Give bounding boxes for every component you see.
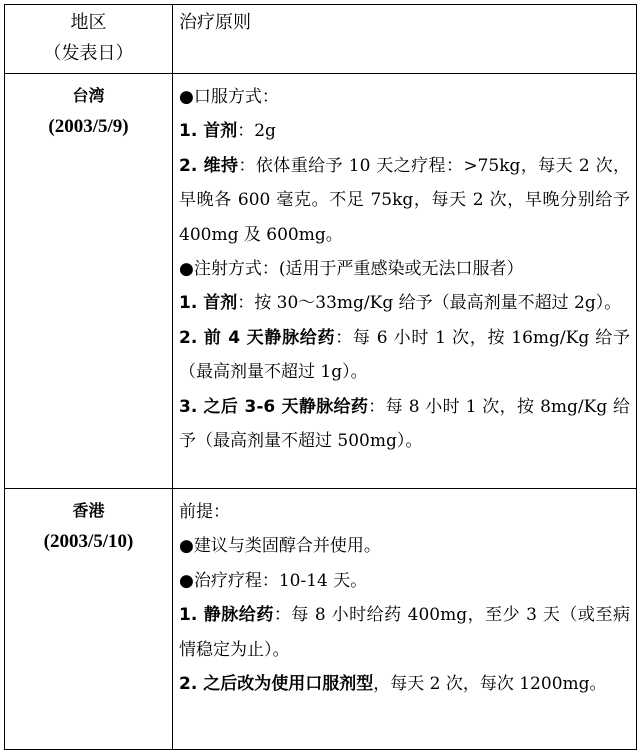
principle-cell — [173, 74, 637, 489]
region-name: 台湾 — [72, 86, 105, 105]
table-row — [5, 489, 637, 750]
principle-line: ●注射方式：(适用于严重感染或无法口服者） — [179, 259, 524, 280]
principle-line: 前提： — [179, 502, 230, 522]
table-row — [5, 74, 637, 489]
principle-cell — [173, 489, 637, 750]
principle-line: 3. 之后 3-6 天静脉给药：每 8 小时 1 次，按 8mg/Kg 给予（最高剂量不超过 500mg）。 — [179, 396, 630, 452]
header-date-label: （发表日） — [43, 43, 134, 64]
principle-line-label: 1. 首剂 — [179, 293, 238, 314]
principle-line: ●口服方式： — [179, 87, 279, 107]
principle-line-label: 2. 前 4 天静脉给药 — [179, 327, 336, 348]
region-cell — [5, 74, 173, 489]
header-principle-cell — [173, 5, 637, 74]
principle-line: 2. 之后改为使用口服剂型，每天 2 次，每次 1200mg。 — [179, 674, 607, 695]
principle-line-label: 1. 首剂 — [179, 121, 238, 142]
principle-line: 2. 前 4 天静脉给药：每 6 小时 1 次，按 16mg/Kg 给予（最高剂量不超过 1g）。 — [179, 327, 631, 383]
principle-line: ●治疗疗程：10-14 天。 — [179, 570, 368, 591]
principle-line: ●建议与类固醇合并使用。 — [179, 536, 381, 557]
principle-line: 1. 首剂：2g — [179, 121, 276, 142]
principle-line-label: 1. 静脉给药 — [179, 605, 274, 626]
principle-line: 2. 维持：依体重给予 10 天之疗程：>75kg，每天 2 次，早晚各 600 毫克。不足 75kg，每天 2 次，早晚分别给予 400mg 及 600mg。 — [179, 155, 630, 245]
principle-line-label: 2. 之后改为使用口服剂型 — [179, 674, 374, 695]
header-row — [5, 5, 637, 74]
region-date: (2003/5/9) — [48, 116, 129, 137]
principle-line-label: 2. 维持 — [179, 155, 239, 176]
region-date: (2003/5/10) — [43, 531, 134, 552]
treatment-table — [4, 4, 637, 750]
principle-line: 1. 首剂：按 30～33mg/Kg 给予（最高剂量不超过 2g）。 — [179, 293, 622, 314]
region-cell — [5, 489, 173, 750]
principle-line: 1. 静脉给药：每 8 小时给药 400mg，至少 3 天（或至病情稳定为止）。 — [179, 605, 630, 660]
principle-line-label: 3. 之后 3-6 天静脉给药 — [179, 396, 369, 417]
header-principle-label: 治疗原则 — [179, 12, 251, 33]
header-region-cell — [5, 5, 173, 74]
region-name: 香港 — [72, 501, 105, 520]
header-region-label: 地区 — [70, 12, 107, 33]
